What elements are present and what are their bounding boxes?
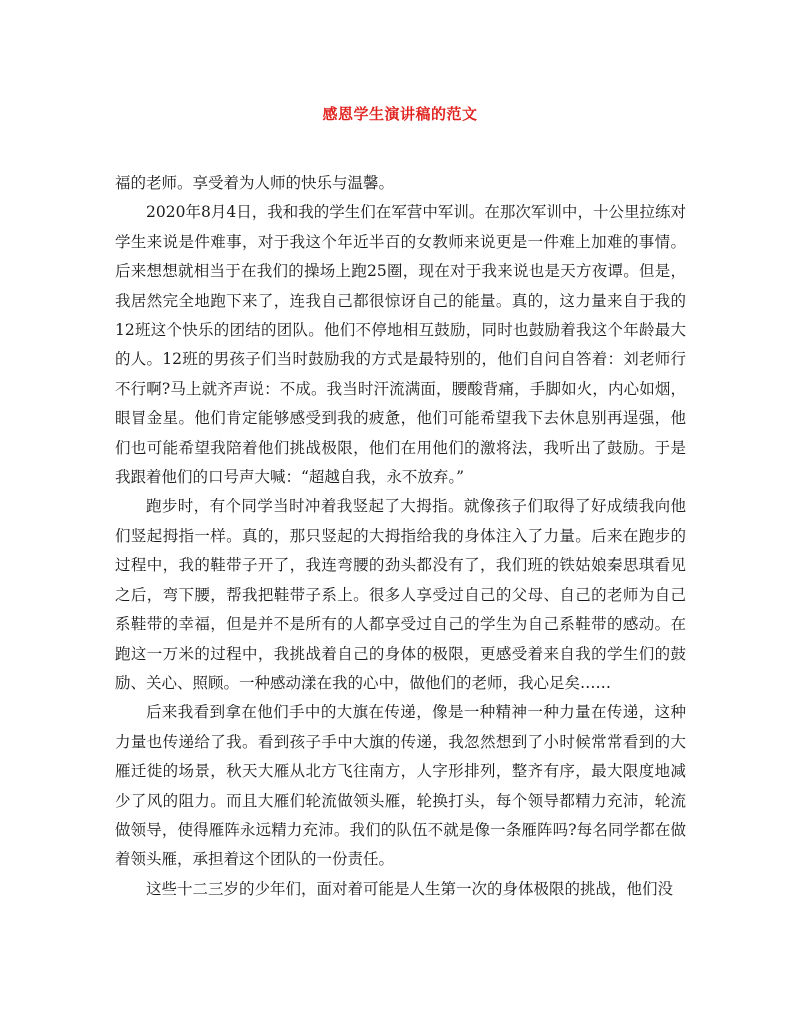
paragraph-military-training: 2020年8月4日，我和我的学生们在军营中军训。在那次军训中，十公里拉练对学生来说是件难事，对于我这个年近半百的女教师来说更是一件难上加难的事情。后来想想就相当于在我们的操场上跑25圈，现在对于我来说也是天方夜谭。但是，我居然完全地跑下来了，连我自己都很惊讶自己的能量。真的，这力量来自于我的12班这个快乐的团结的团队。他们不停地相互鼓励，同时也鼓励着我这个年龄最大的人。12班的男孩子们当时鼓励我的方式是最特别的，他们自问自答着：刘老师行不行啊?马上就齐声说：不成。我当时汗流满面，腰酸背痛，手脚如火，内心如烟，眼冒金星。他们肯定能够感受到我的疲惫，他们可能希望我下去休息别再逞强，他们也可能希望我陪着他们挑战极限，他们在用他们的激将法，我听出了鼓励。于是我跟着他们的口号声大喊：“超越自我，永不放弃。” xyxy=(115,203,686,487)
paragraph-flag-relay: 后来我看到拿在他们手中的大旗在传递，像是一种精神一种力量在传递，这种力量也传递给了我。看到孩子手中大旗的传递，我忽然想到了小时候常常看到的大雁迁徙的场景，秋天大雁从北方飞往南方，人字形排列，整齐有序，最大限度地减少了风的阻力。而且大雁们轮流做领头雁，轮换打头，每个领导都精力充沛，轮流做领导，使得雁阵永远精力充沛。我们的队伍不就是像一条雁阵吗?每名同学都在做着领头雁，承担着这个团队的一份责任。 xyxy=(115,703,686,869)
paragraph-continuation: 福的老师。享受着为人师的快乐与温馨。 xyxy=(115,174,395,192)
paragraph-teenagers: 这些十二三岁的少年们，面对着可能是人生第一次的身体极限的挑战，他们没 xyxy=(146,879,674,898)
document-title: 感恩学生演讲稿的范文 xyxy=(322,105,478,123)
document-body xyxy=(115,169,686,904)
paragraph-thumbs-up: 跑步时，有个同学当时冲着我竖起了大拇指。就像孩子们取得了好成绩我向他们竖起拇指一样。真的，那只竖起的大拇指给我的身体注入了力量。后来在跑步的过程中，我的鞋带子开了，我连弯腰的劲头都没有了，我们班的铁姑娘秦思琪看见之后，弯下腰，帮我把鞋带子系上。很多人享受过自己的父母、自己的老师为自己系鞋带的幸福，但是并不是所有的人都享受过自己的学生为自己系鞋带的感动。在跑这一万米的过程中，我挑战着自己的身体的极限，更感受着来自我的学生们的鼓励、关心、照顾。一种感动漾在我的心中，做他们的老师，我心足矣…… xyxy=(115,497,686,692)
